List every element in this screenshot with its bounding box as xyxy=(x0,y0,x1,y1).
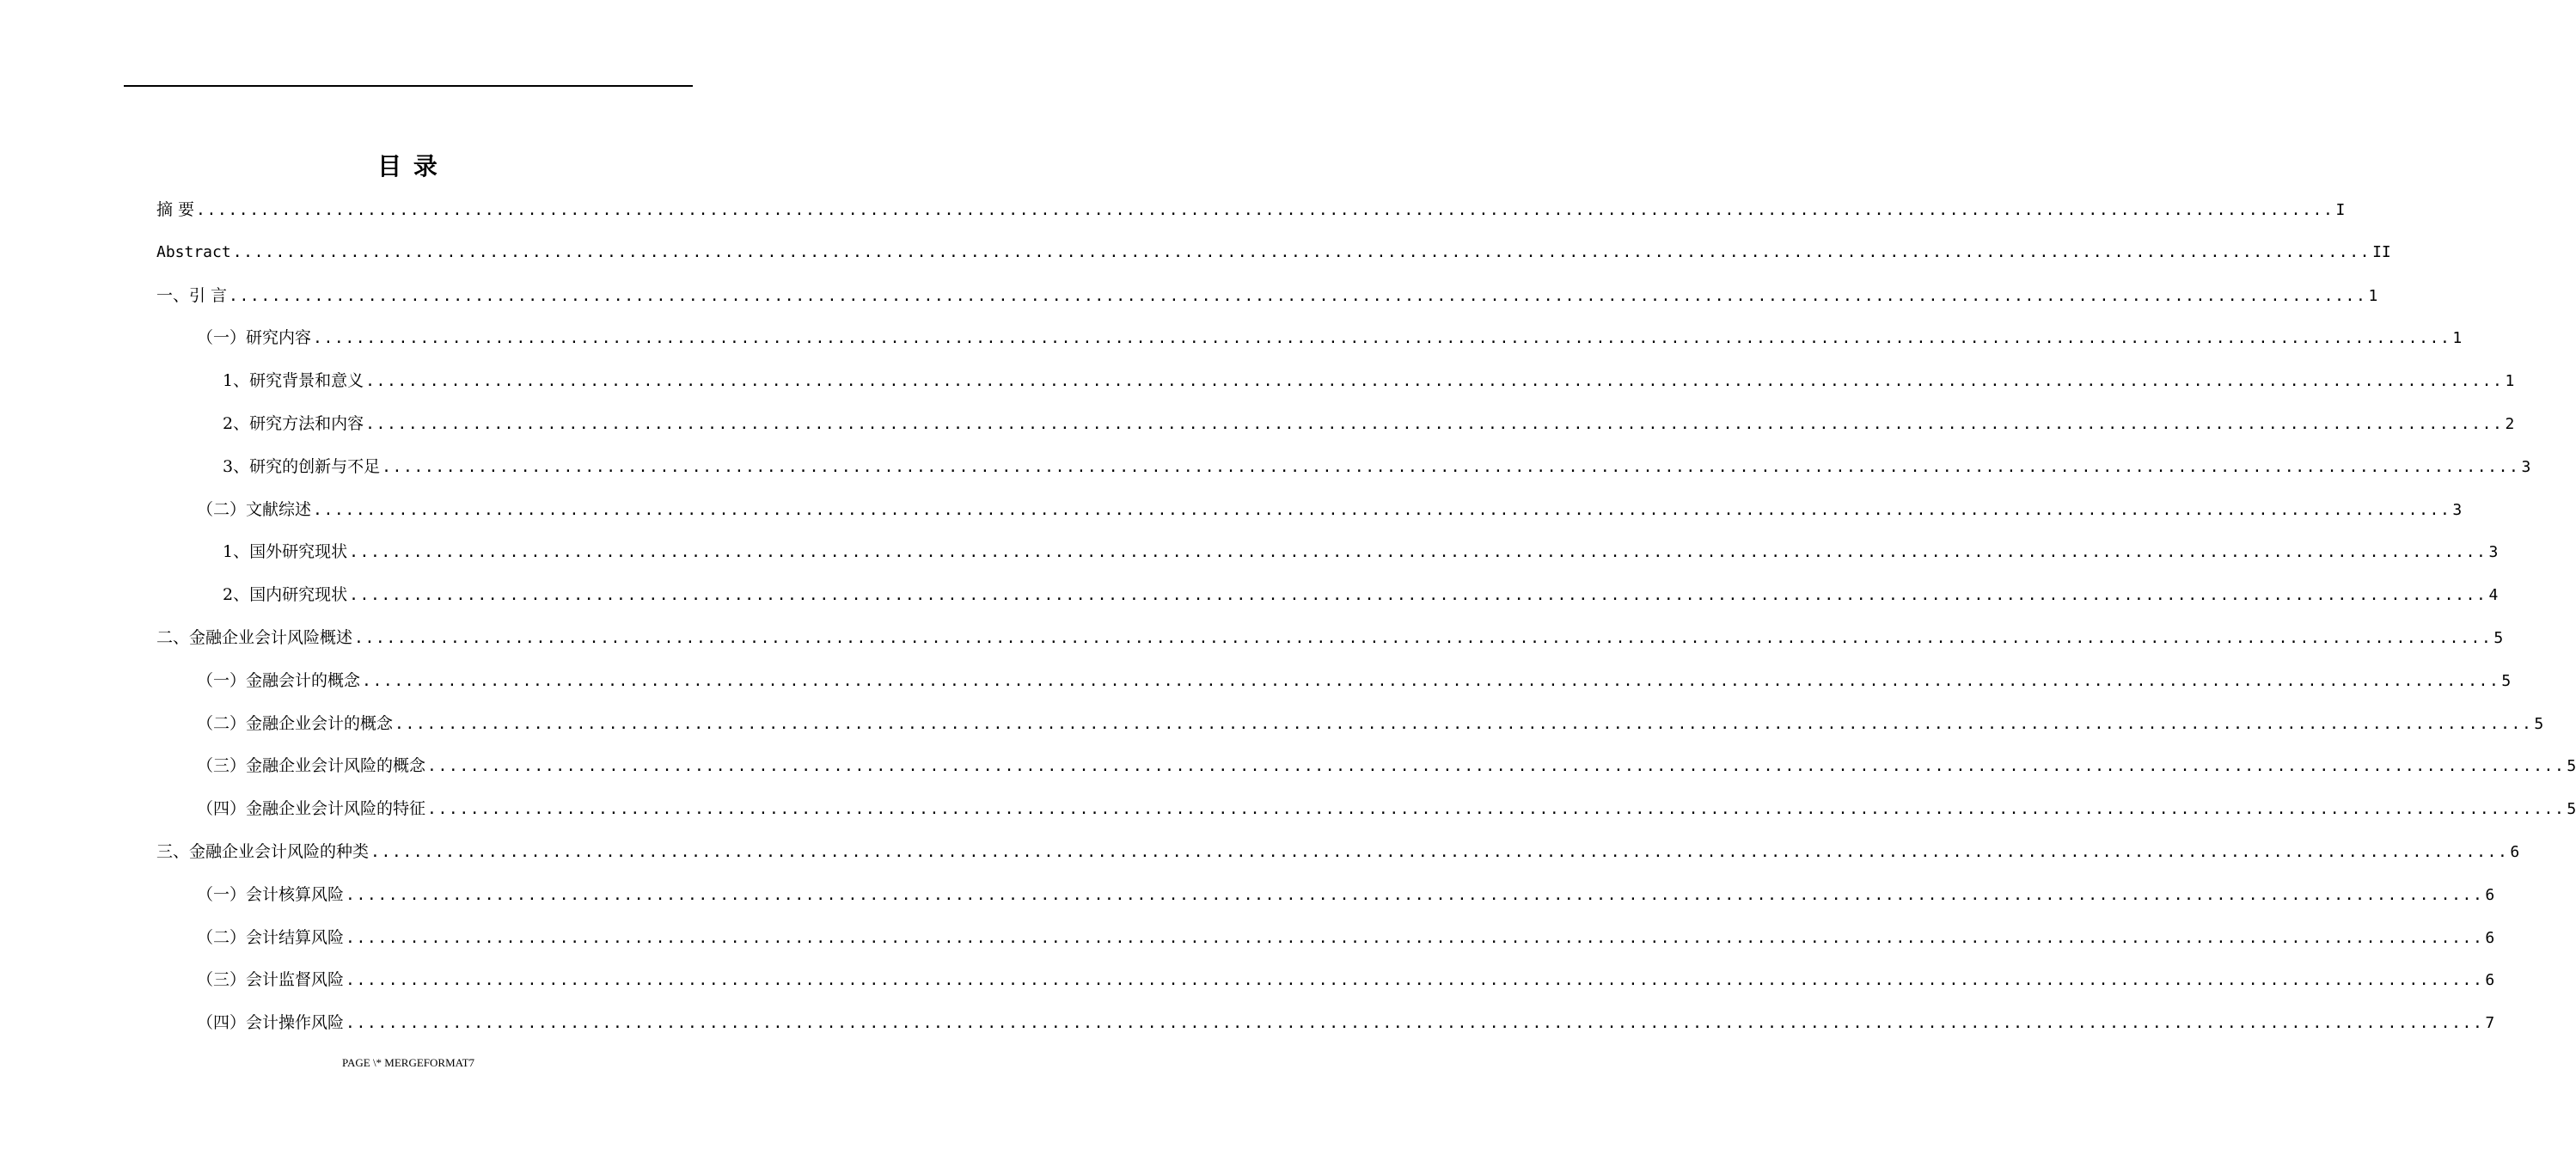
toc-entry-page-number: 5 xyxy=(2501,671,2512,690)
toc-dot-leader: ........................................................................................................................................................................................................ xyxy=(349,586,2487,605)
toc-dot-leader: ........................................................................................................................................................................................................ xyxy=(196,201,2334,219)
toc-entry-label: 1、国外研究现状 xyxy=(223,542,348,562)
toc-entry[interactable] xyxy=(197,497,2463,522)
toc-dot-leader: ........................................................................................................................................................................................................ xyxy=(346,971,2484,990)
toc-entry[interactable] xyxy=(197,325,2463,351)
toc-entry-page-number: 4 xyxy=(2488,586,2499,605)
toc-entry-page-number: I xyxy=(2335,201,2346,219)
toc-entry-label: （一）金融会计的概念 xyxy=(197,670,361,690)
toc-entry-label: （一）会计核算风险 xyxy=(197,884,345,904)
toc-entry[interactable] xyxy=(197,967,2495,993)
toc-dot-leader: ........................................................................................................................................................................................................ xyxy=(313,329,2451,348)
toc-entry-label: （三）会计监督风险 xyxy=(197,970,345,990)
toc-entry[interactable] xyxy=(197,925,2495,950)
toc-entry-page-number: 3 xyxy=(2452,500,2463,519)
toc-entry-label: （四）金融企业会计风险的特征 xyxy=(197,799,426,819)
toc-dot-leader: ........................................................................................................................................................................................................ xyxy=(365,372,2504,391)
toc-dot-leader: ........................................................................................................................................................................................................ xyxy=(365,415,2504,433)
header-rule xyxy=(124,85,693,87)
toc-dot-leader: ........................................................................................................................................................................................................ xyxy=(427,800,2566,819)
toc-dot-leader: ........................................................................................................................................................................................................ xyxy=(382,457,2520,476)
toc-entry[interactable] xyxy=(156,625,2504,651)
toc-entry[interactable] xyxy=(197,1010,2495,1036)
toc-entry-page-number: 6 xyxy=(2485,971,2495,990)
toc-dot-leader: ........................................................................................................................................................................................................ xyxy=(370,843,2509,861)
toc-entry-label: 2、研究方法和内容 xyxy=(223,414,364,433)
toc-dot-leader: ........................................................................................................................................................................................................ xyxy=(346,885,2484,904)
toc-entry[interactable] xyxy=(197,753,2576,779)
toc-entry-page-number: 5 xyxy=(2567,757,2576,776)
toc-entry-label: （一）研究内容 xyxy=(197,328,312,348)
toc-entry-page-number: 5 xyxy=(2534,714,2544,733)
toc-entry[interactable] xyxy=(197,668,2512,694)
toc-entry[interactable] xyxy=(156,240,2391,266)
toc-dot-leader: ........................................................................................................................................................................................................ xyxy=(354,629,2493,647)
toc-entry-page-number: 5 xyxy=(2493,629,2504,647)
toc-dot-leader: ........................................................................................................................................................................................................ xyxy=(313,500,2451,519)
toc-dot-leader: ........................................................................................................................................................................................................ xyxy=(395,714,2533,733)
toc-dot-leader: ........................................................................................................................................................................................................ xyxy=(229,286,2367,305)
toc-entry-page-number: 7 xyxy=(2485,1014,2495,1033)
toc-entry[interactable] xyxy=(156,283,2378,309)
toc-entry-page-number: 6 xyxy=(2485,885,2495,904)
toc-entry-label: Abstract xyxy=(156,242,231,261)
toc-entry-page-number: 1 xyxy=(2452,329,2463,348)
toc-entry[interactable] xyxy=(197,796,2576,822)
toc-entry-label: （二）会计结算风险 xyxy=(197,927,345,947)
toc-entry-label: 一、引 言 xyxy=(156,285,228,305)
toc-entry-page-number: II xyxy=(2372,242,2391,261)
toc-entry[interactable] xyxy=(223,368,2515,394)
toc-entry[interactable] xyxy=(156,197,2346,223)
toc-entry-page-number: 1 xyxy=(2505,372,2515,391)
toc-dot-leader: ........................................................................................................................................................................................................ xyxy=(349,543,2487,562)
toc-entry-label: 三、金融企业会计风险的种类 xyxy=(156,842,370,861)
toc-entry-page-number: 6 xyxy=(2485,928,2495,947)
toc-entry-page-number: 3 xyxy=(2521,457,2531,476)
toc-entry[interactable] xyxy=(223,454,2531,480)
toc-entry-label: 3、研究的创新与不足 xyxy=(223,456,381,476)
toc-dot-leader: ........................................................................................................................................................................................................ xyxy=(232,242,2371,261)
toc-entry-page-number: 1 xyxy=(2368,286,2378,305)
toc-entry-label: 摘 要 xyxy=(156,200,195,219)
toc-entry-page-number: 3 xyxy=(2488,543,2499,562)
toc-entry[interactable] xyxy=(197,711,2544,736)
toc-entry-page-number: 5 xyxy=(2567,800,2576,819)
toc-entry-page-number: 2 xyxy=(2505,415,2515,433)
toc-entry-label: （二）文献综述 xyxy=(197,499,312,519)
toc-entry[interactable] xyxy=(223,411,2515,437)
toc-entry[interactable] xyxy=(197,882,2495,908)
toc-entry-label: （四）会计操作风险 xyxy=(197,1013,345,1033)
toc-entry-label: 2、国内研究现状 xyxy=(223,585,348,605)
page-footer: PAGE \* MERGEFORMAT7 xyxy=(341,1056,475,1069)
toc-entry-label: （二）金融企业会计的概念 xyxy=(197,713,394,733)
toc-entry-page-number: 6 xyxy=(2510,843,2520,861)
toc-entry[interactable] xyxy=(156,839,2520,865)
toc-entry[interactable] xyxy=(223,582,2499,608)
toc-title: 目 录 xyxy=(377,152,439,180)
toc-entry-label: （三）金融企业会计风险的概念 xyxy=(197,756,426,776)
toc-entry-label: 1、研究背景和意义 xyxy=(223,371,364,391)
toc-dot-leader: ........................................................................................................................................................................................................ xyxy=(427,757,2566,776)
toc-entry-label: 二、金融企业会计风险概述 xyxy=(156,628,353,647)
toc-dot-leader: ........................................................................................................................................................................................................ xyxy=(346,1014,2484,1033)
toc-entry[interactable] xyxy=(223,539,2499,565)
toc-dot-leader: ........................................................................................................................................................................................................ xyxy=(362,671,2500,690)
toc-dot-leader: ........................................................................................................................................................................................................ xyxy=(346,928,2484,947)
